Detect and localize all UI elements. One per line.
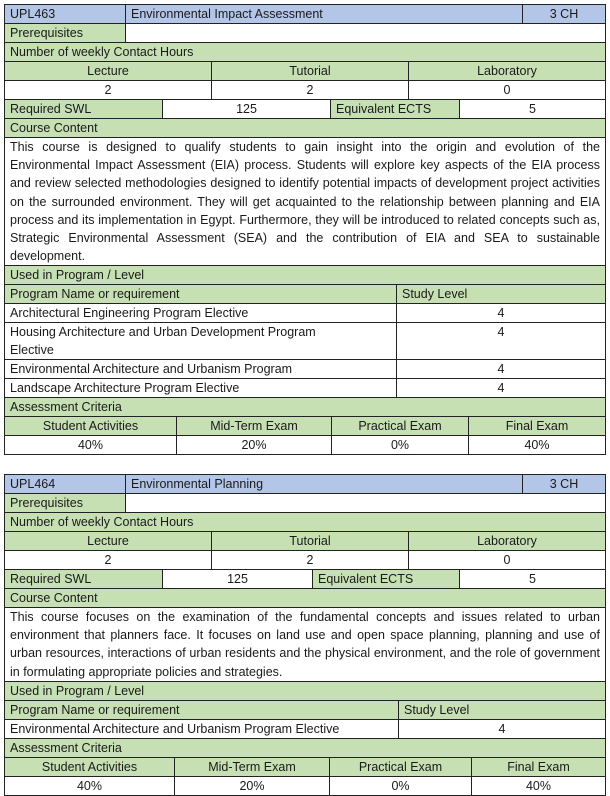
lecture-value: 2 [5,551,211,569]
used-in-label: Used in Program / Level [5,266,605,284]
midterm-header: Mid-Term Exam [176,417,331,435]
program-name: Environmental Architecture and Urbanism Program Elective [5,720,398,738]
lecture-value: 2 [5,81,211,99]
tutorial-header: Tutorial [211,532,408,550]
course-title: Environmental Planning [125,475,522,493]
content-label: Course Content [5,119,605,137]
course-title: Environmental Impact Assessment [125,5,522,23]
prerequisites-value [125,494,605,512]
prerequisites-row [4,494,606,513]
contact-hours-label: Number of weekly Contact Hours [5,43,605,61]
program-level: 4 [396,323,605,359]
ects-value: 5 [459,100,605,118]
program-name: Environmental Architecture and Urbanism Program [5,360,396,378]
program-level: 4 [396,304,605,322]
final-value: 40% [468,436,605,454]
content-text-row [4,138,606,266]
program-row [4,720,606,739]
practical-value: 0% [331,436,468,454]
credit-hours: 3 CH [522,5,605,23]
used-in-label: Used in Program / Level [5,682,605,700]
final-value: 40% [471,777,605,795]
laboratory-value: 0 [408,81,605,99]
ects-label: Equivalent ECTS [312,570,459,588]
course-description: This course focuses on the examination of the fundamental concepts and issues related to urban environment that planners face. It focuses on land use and open space planning, planning and use of urban resources, interactions of urban residents and the physical environment, and the role of government in formulating appropriate policies and strategies. [5,608,605,681]
course-description: This course is designed to qualify students to gain insight into the origin and evolution of the Environmental Impact Assessment (EIA) process. Students will explore key aspects of the EIA process and review selected methodologies designed to identify potential impacts of development project activities on the surrounded environment. They will get acquainted to the relationship between planning and EIA process and its implementation in Egypt. Furthermore, they will be introduced to related concepts such as, Strategic Environmental Assessment (SEA) and the contribution of EIA and SEA to sustainable development. [5,138,605,265]
practical-header: Practical Exam [331,417,468,435]
assessment-values-row [4,436,606,455]
course-table-upl464 [4,474,606,796]
program-name-header: Program Name or requirement [5,701,398,719]
lecture-header: Lecture [5,62,211,80]
practical-header: Practical Exam [329,758,471,776]
program-row [4,304,606,323]
laboratory-value: 0 [408,551,605,569]
midterm-value: 20% [174,777,329,795]
prerequisites-label: Prerequisites [5,494,125,512]
contact-hours-values-row [4,551,606,570]
assessment-label: Assessment Criteria [5,739,605,757]
program-row [4,379,606,398]
swl-row [4,100,606,119]
program-level: 4 [396,360,605,378]
tutorial-value: 2 [211,81,408,99]
course-code: UPL464 [5,475,125,493]
program-name: Landscape Architecture Program Elective [5,379,396,397]
credit-hours: 3 CH [522,475,605,493]
study-level-header: Study Level [396,285,605,303]
assessment-header-row [4,758,606,777]
course-code: UPL463 [5,5,125,23]
prerequisites-row [4,24,606,43]
student-activities-value: 40% [5,777,174,795]
content-label: Course Content [5,589,605,607]
course-table-upl463 [4,4,606,455]
used-in-label-row [4,682,606,701]
contact-hours-header-row [4,62,606,81]
tutorial-value: 2 [211,551,408,569]
practical-value: 0% [329,777,471,795]
student-activities-header: Student Activities [5,417,176,435]
contact-hours-header-row [4,532,606,551]
study-level-header: Study Level [398,701,605,719]
tutorial-header: Tutorial [211,62,408,80]
assessment-values-row [4,777,606,796]
swl-value: 125 [162,570,312,588]
contact-hours-values-row [4,81,606,100]
student-activities-header: Student Activities [5,758,174,776]
swl-row [4,570,606,589]
contact-hours-label-row [4,513,606,532]
content-label-row [4,119,606,138]
program-name: Architectural Engineering Program Elective [5,304,396,322]
midterm-header: Mid-Term Exam [174,758,329,776]
midterm-value: 20% [176,436,331,454]
assessment-label-row [4,739,606,758]
used-in-label-row [4,266,606,285]
final-header: Final Exam [471,758,605,776]
programs-header-row [4,285,606,304]
ects-label: Equivalent ECTS [330,100,459,118]
content-label-row [4,589,606,608]
course-header-row [4,4,606,24]
lecture-header: Lecture [5,532,211,550]
program-row [4,360,606,379]
program-name: Housing Architecture and Urban Development Program Elective [5,323,396,359]
swl-value: 125 [162,100,330,118]
laboratory-header: Laboratory [408,532,605,550]
assessment-header-row [4,417,606,436]
program-level: 4 [398,720,605,738]
prerequisites-value [125,24,605,42]
swl-label: Required SWL [5,100,162,118]
program-level: 4 [396,379,605,397]
laboratory-header: Laboratory [408,62,605,80]
student-activities-value: 40% [5,436,176,454]
programs-header-row [4,701,606,720]
program-name-header: Program Name or requirement [5,285,396,303]
course-header-row [4,474,606,494]
program-row [4,323,606,360]
content-text-row [4,608,606,682]
contact-hours-label-row [4,43,606,62]
prerequisites-label: Prerequisites [5,24,125,42]
assessment-label: Assessment Criteria [5,398,605,416]
assessment-label-row [4,398,606,417]
contact-hours-label: Number of weekly Contact Hours [5,513,605,531]
final-header: Final Exam [468,417,605,435]
swl-label: Required SWL [5,570,162,588]
ects-value: 5 [459,570,605,588]
